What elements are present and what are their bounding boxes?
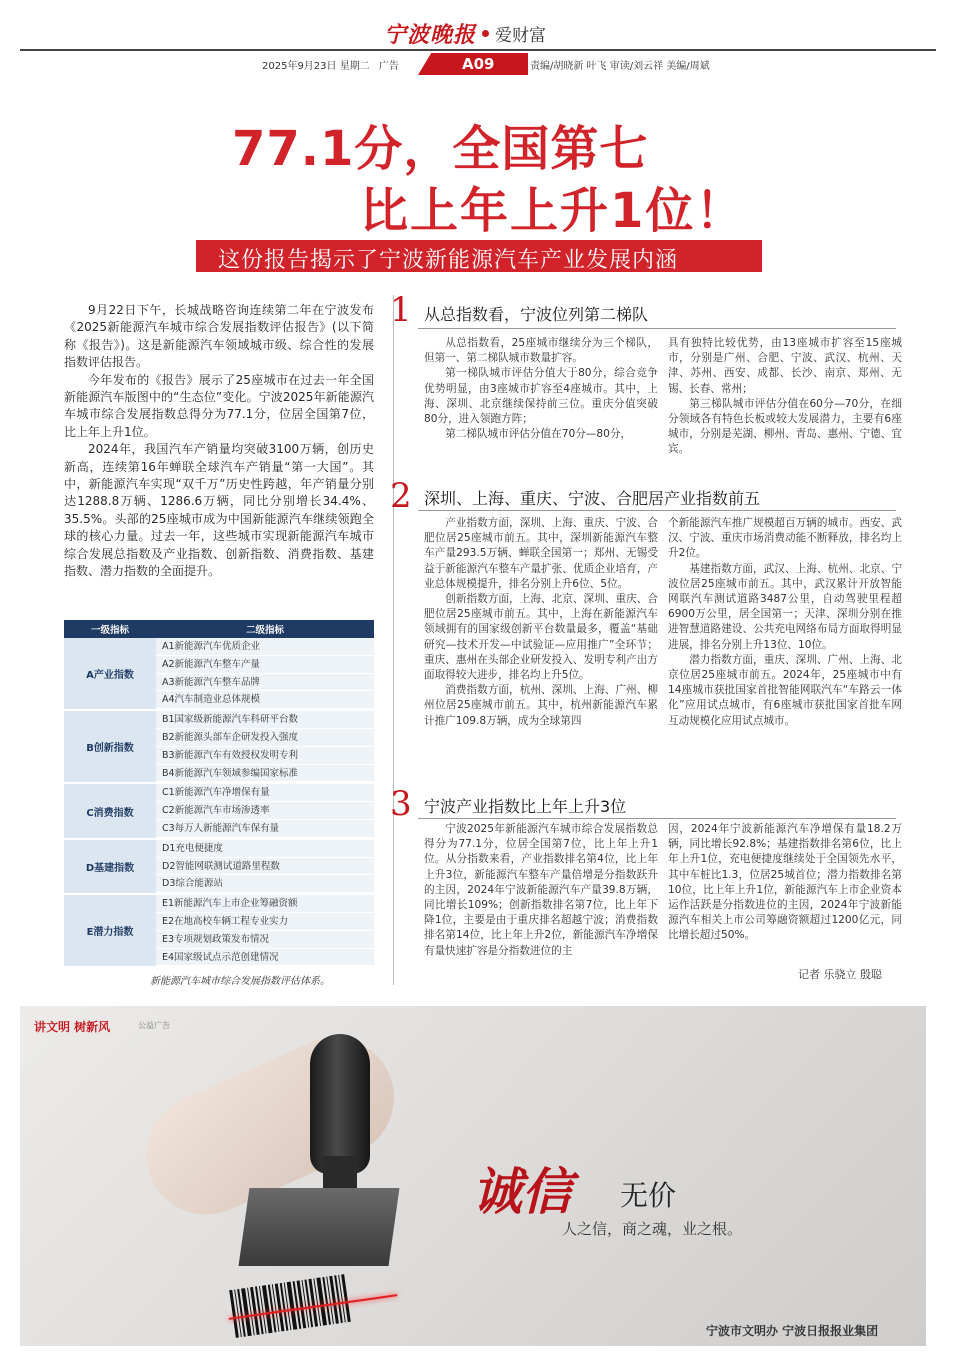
section-title: 深圳、上海、重庆、宁波、合肥居产业指数前五 [424,489,761,508]
headline-line-1: 77.1分，全国第七 [232,121,649,177]
dot-separator [482,30,489,37]
table-row: A1新能源汽车优质企业 [156,638,374,656]
section-rule [418,510,896,511]
ad-mark: 广告 [378,61,399,72]
table-row: E4国家级试点示范创建情况 [156,949,374,967]
table-group [64,638,374,711]
paragraph: 消费指数方面，杭州、深圳、上海、广州、柳州位居25座城市前五。其中，杭州新能源汽车累计推广109.8万辆，成为全球第四 [424,684,658,727]
index-table [64,620,374,968]
paragraph: 从总指数看，25座城市继续分为三个梯队，但第一、第二梯队城市数量扩容。 [424,337,658,365]
intro-paragraph: 今年发布的《报告》展示了25座城市在过去一年全国新能源汽车版图中的“生态位”变化。宁波2025年新能源汽车城市综合发展指数总得分为77.1分，位居全国第7位，比上年上升1位。 [64,372,374,439]
paragraph: 第二梯队城市评估分值在70分—80分， [445,428,632,441]
stamp-handle [310,1034,370,1174]
paragraph: 第一梯队城市评估分值大于80分，综合竞争优势明显，由3座城市扩容至4座城市。其中，上海、深圳、北京继续保持前三位。重庆分值突破80分，进入领跑方阵； [424,367,658,426]
table-group [64,784,374,839]
table-row: A2新能源汽车整车产量 [156,656,374,674]
header-level1: 一级指标 [90,625,129,636]
masthead-rule [20,49,936,51]
table-row: D2智能网联测试道路里程数 [156,858,374,876]
subheadline: 这份报告揭示了宁波新能源汽车产业发展内涵 [218,248,679,273]
table-row: C3每万人新能源汽车保有量 [156,820,374,838]
table-row: C1新能源汽车净增保有量 [156,784,374,802]
paragraph: 个新能源汽车推广规模超百万辆的城市。西安、武汉、宁波、重庆市场消费动能不断释放，排名均上升2位。 [668,517,902,560]
table-row: A4汽车制造业总体规模 [156,691,374,709]
table-row: B4新能源汽车领域参编国家标准 [156,765,374,783]
section-number: 3 [390,784,412,824]
section-2-right [668,516,902,729]
paragraph: 创新指数方面，上海、北京、深圳、重庆、合肥位居25座城市前五。其中，上海在新能源汽车领域拥有的国家级创新平台数量最多，覆盖“基础研究—技术开发—中试验证—应用推广”全环节；重庆、惠州在头部企业研发投入、发明专利产出方面取得较大进步，排名均上升5位。 [424,593,658,682]
paragraph: 基建指数方面，武汉、上海、杭州、北京、宁波位居25座城市前五。其中，武汉累计开放智能网联汽车测试道路3487公里，自动驾驶里程超6900万公里，居全国第一；天津、深圳分别在推进智慧道路建设、公共充电网络布局方面取得明显进展，排名分别上升13位、10位。 [668,562,902,651]
intro-column [64,302,374,581]
newspaper-logo: 宁波晚报 [384,22,477,48]
header-level2: 二级指标 [245,625,284,636]
stamp-block [239,1188,400,1266]
masthead [0,0,956,80]
paragraph: 第三梯队城市评估分值在60分—70分，在细分领域各有特色长板或较大发展潜力，主要有6座城市，分别是芜湖、柳州、青岛、惠州、宁德、宜宾。 [668,397,902,456]
table-row: B1国家级新能源汽车科研平台数 [156,711,374,729]
section-number: 1 [390,290,412,330]
byline: 记者 乐骁立 殷聪 [798,968,882,981]
intro-paragraph: 2024年，我国汽车产销量均突破3100万辆，创历史新高，连续第16年蝉联全球汽车产销量“第一大国”。其中，新能源汽车实现“双千万”历史性跨越，年产销量分别达1288.8万辆、1286.6万辆，同比分别增长34.4%、35.5%。头部的25座城市成为中国新能源汽车继续领跑全球的核心力量。过去一年，这些城市实现新能源汽车城市综合发展总指数及产业指数、创新指数、消费指数、基建指数、潜力指数的全面提升。 [64,442,374,579]
table-row: D3综合能源站 [156,875,374,893]
paragraph: 宁波2025年新能源汽车城市综合发展指数总得分为77.1分，位居全国第7位，比上年上升1位。从分指数来看，产业指数排名第4位，比上年上升3位，新能源汽车整车产量倍增是分指数跃升的主因，2024年宁波新能源汽车产量39.8万辆，同比增长109%；创新指数排名第7位，比上年下降1位，主要是由于重庆排名超越宁波；消费指数排名第14位，比上年上升2位，新能源汽车净增保有量快速扩容是分指数进位的主 [424,823,658,957]
section-name: 爱财富 [495,26,547,46]
section-title: 宁波产业指数比上年上升3位 [424,797,627,816]
group-name: A产业指数 [64,638,156,709]
group-name: B创新指数 [64,711,156,782]
table-row: A3新能源汽车整车品牌 [156,674,374,692]
section-title: 从总指数看，宁波位列第二梯队 [424,305,649,324]
table-row: B2新能源头部车企研发投入强度 [156,729,374,747]
ad-slogan: 人之信，商之魂，业之根。 [562,1220,743,1238]
public-service-ad [20,1006,926,1346]
table-row: E3专项规划政策发布情况 [156,931,374,949]
table-row: B3新能源汽车有效授权发明专利 [156,747,374,765]
headline-line-2: 比上年上升1位！ [360,183,746,239]
editor-credits: 责编/胡晓新 叶飞 审读/刘云祥 美编/周斌 [530,61,710,72]
paragraph: 产业指数方面，深圳、上海、重庆、宁波、合肥位居25座城市前五。其中，深圳新能源汽车整车产量293.5万辆、蝉联全国第一；郑州、无锡受益于新能源汽车整车产量扩张、优质企业培育，产业总体规模提升，排名分别上升6位、5位。 [424,517,658,590]
page-number: A09 [462,55,495,73]
ad-sponsor: 宁波市文明办 宁波日报报业集团 [706,1324,879,1338]
section-1-left [424,336,658,442]
table-header [64,620,374,638]
table-row: E2在地高校车辆工程专业实力 [156,913,374,931]
date-text: 2025年9月23日 星期二 [262,61,370,72]
table-row: C2新能源汽车市场渗透率 [156,802,374,820]
paragraph: 具有独特比较优势，由13座城市扩容至15座城市，分别是广州、合肥、宁波、武汉、杭州、天津、苏州、西安、成都、长沙、南京、郑州、无锡、长春、常州； [668,337,902,395]
section-1-right [668,336,902,458]
table-row: D1充电便捷度 [156,840,374,858]
table-caption: 新能源汽车城市综合发展指数评估体系。 [150,976,330,987]
ad-tag: 讲文明 树新风 [34,1020,111,1034]
section-3-right [668,822,902,944]
column-divider [393,295,394,985]
ad-label: 公益广告 [138,1021,170,1030]
table-group [64,840,374,895]
ad-title: 诚信 [472,1162,572,1221]
section-number: 2 [390,476,412,516]
group-name: D基建指数 [64,840,156,893]
ad-title-suffix: 无价 [620,1179,677,1212]
section-rule [418,818,896,819]
section-rule [418,328,896,329]
brand [384,18,546,49]
intro-paragraph: 9月22日下午，长城战略咨询连续第二年在宁波发布《2025新能源汽车城市综合发展指数评估报告》(以下简称《报告》)。这是新能源汽车领域城市级、综合性的发展指数评估报告。 [64,303,374,370]
paragraph: 潜力指数方面，重庆、深圳、广州、上海、北京位居25座城市前五。2024年，25座城市中有14座城市获批国家首批智能网联汽车“车路云一体化”应用试点城市，有6座城市获批国家首批车网互动规模化应用试点城市。 [668,653,902,727]
section-3-left [424,822,658,959]
group-name: E潜力指数 [64,895,156,966]
date-line [262,57,399,72]
group-name: C消费指数 [64,784,156,837]
table-group [64,895,374,968]
table-row: E1新能源汽车上市企业筹融资额 [156,895,374,913]
barcode-graphic [229,1274,351,1338]
table-group [64,711,374,784]
paragraph: 因，2024年宁波新能源汽车净增保有量18.2万辆，同比增长92.8%；基建指数排名第6位，比上年上升1位，充电便捷度继续处于全国领先水平，其中车桩比1.3，位居25城首位；潜力指数排名第10位，比上年上升1位，新能源汽车上市企业资本运作活跃是分指数进位的主因，2024年宁波新能源汽车相关上市公司筹融资额超过1200亿元，同比增长超过50%。 [668,823,902,942]
section-2-left [424,516,658,729]
